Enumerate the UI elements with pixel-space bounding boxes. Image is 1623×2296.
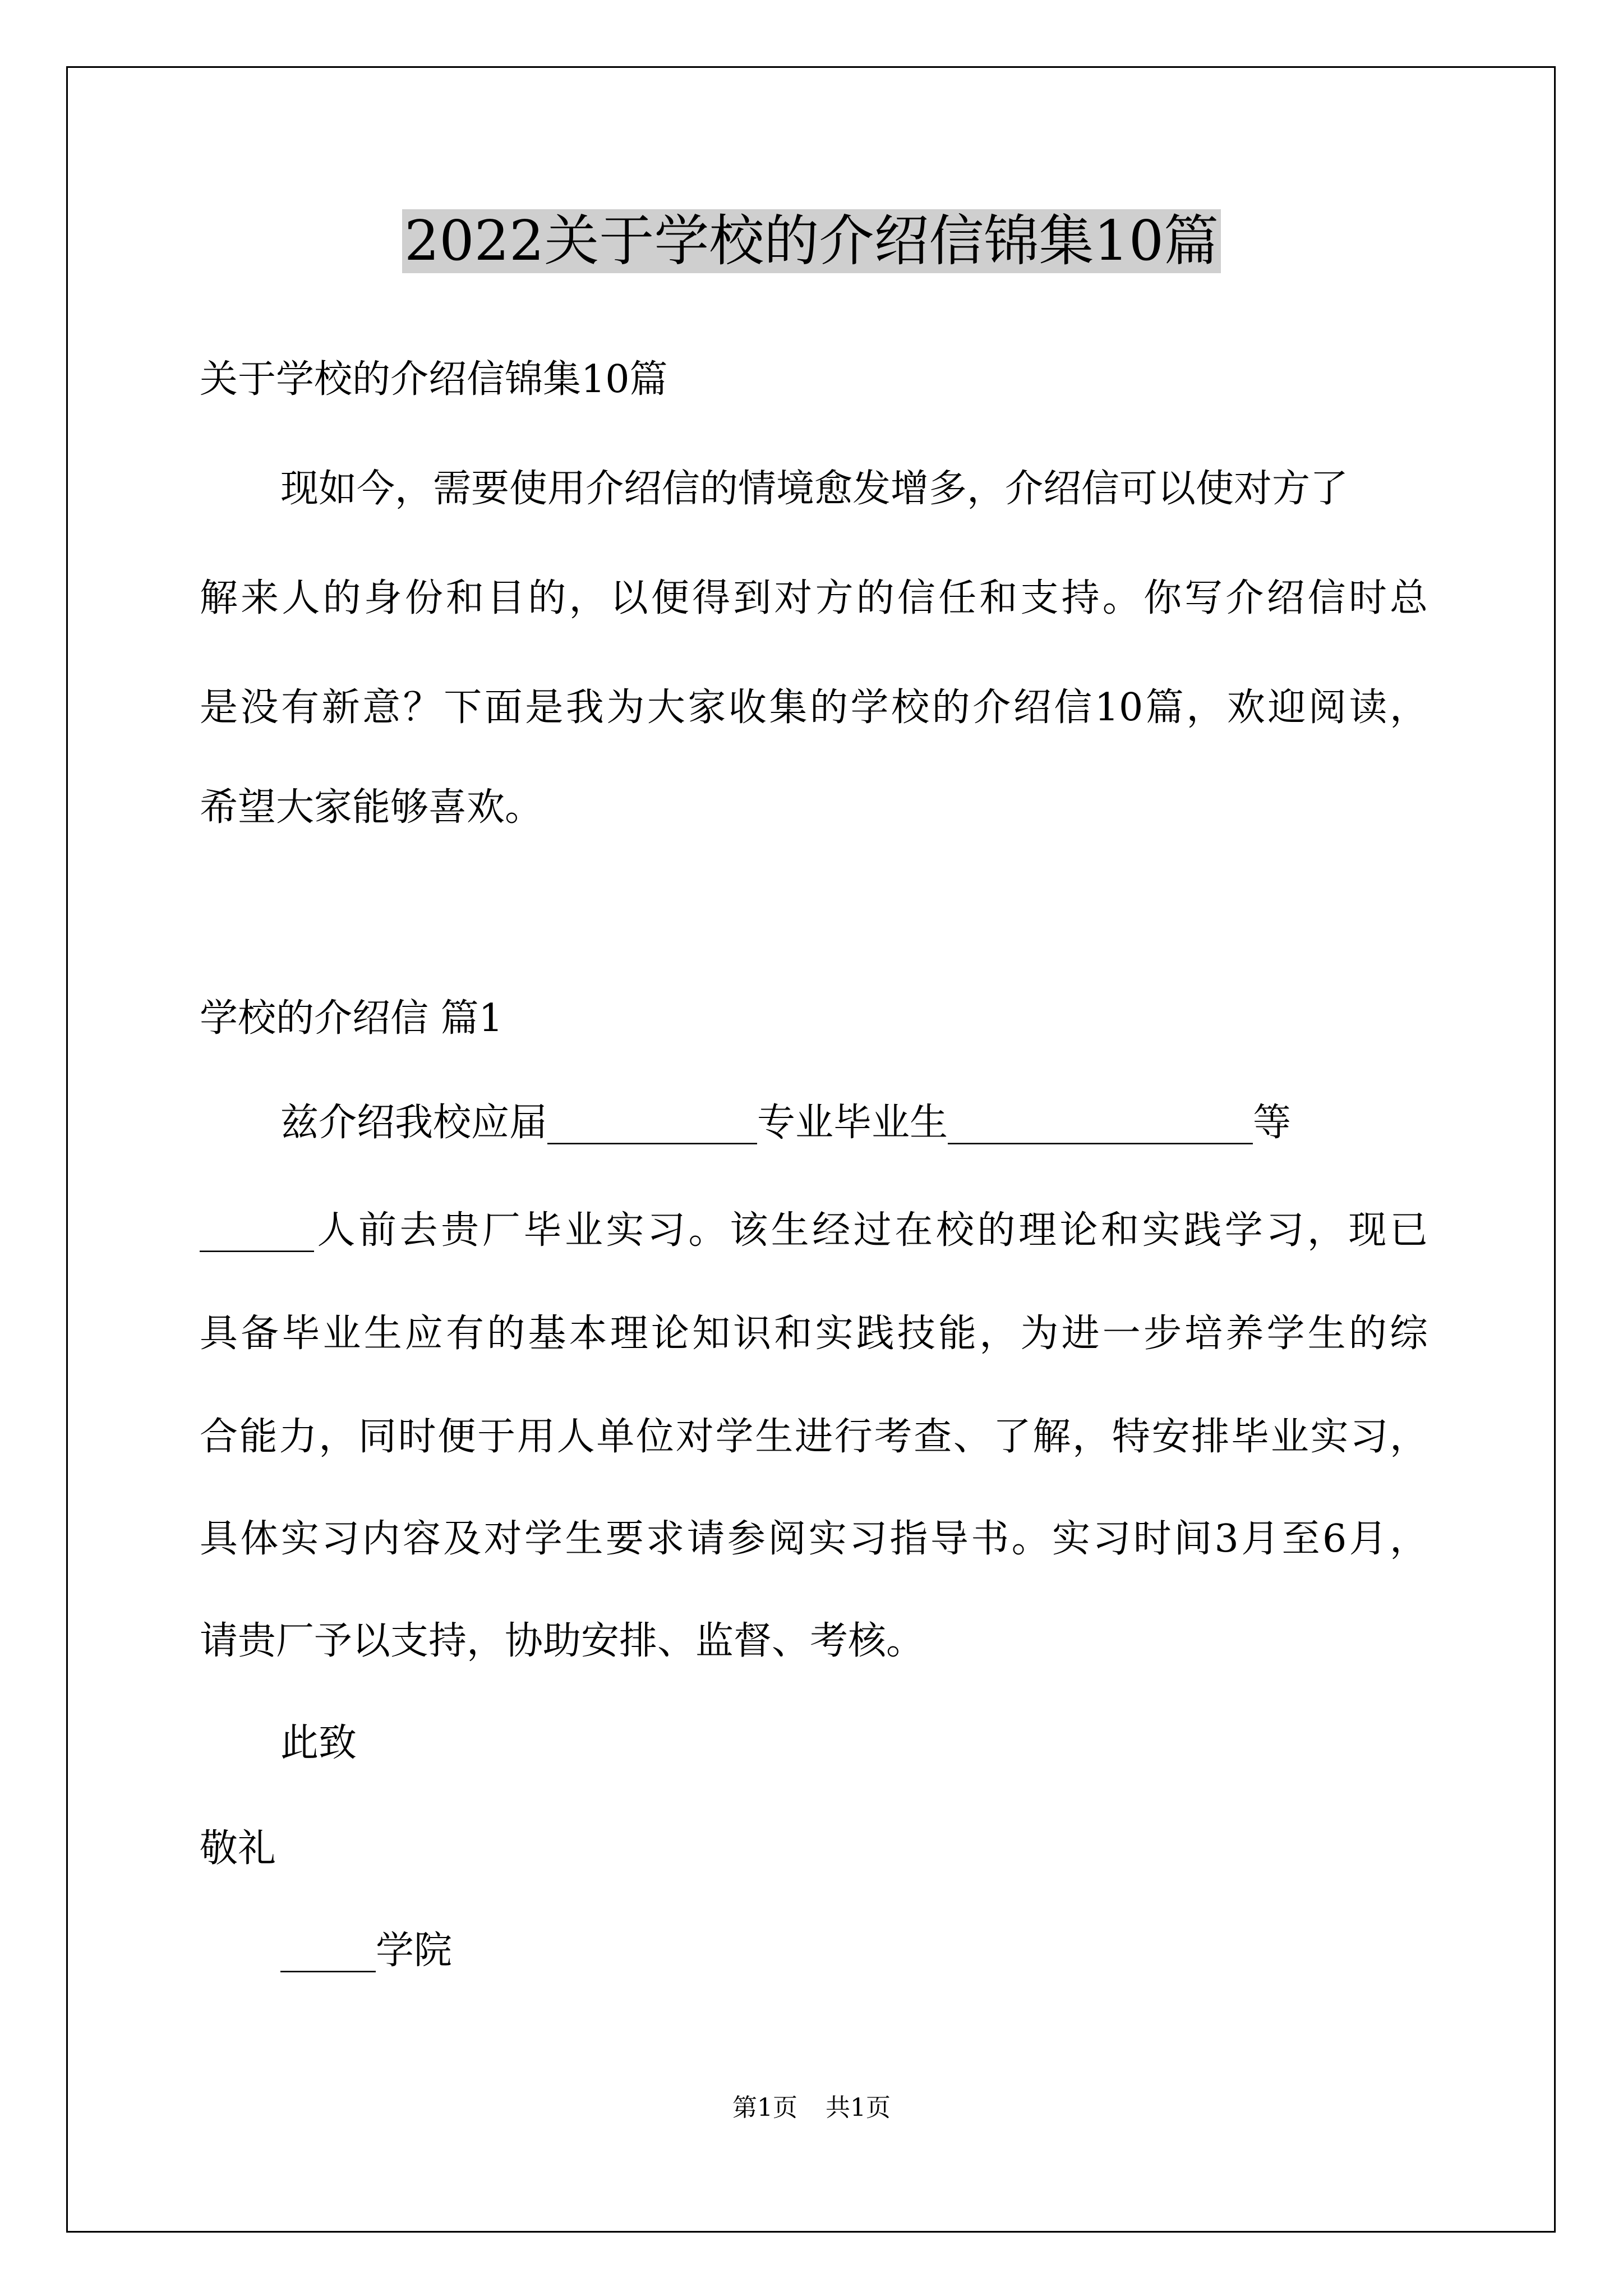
letter-line-5: 具体实习内容及对学生要求请参阅实习指导书。实习时间3月至6月， [200, 1517, 1428, 1561]
document-title [0, 202, 1623, 280]
section-heading: 学校的介绍信 篇1 [200, 996, 503, 1041]
letter-line-1: 兹介绍我校应届___________专业毕业生________________等 [280, 1101, 1292, 1145]
document-title-text: 2022关于学校的介绍信锦集10篇 [402, 209, 1221, 273]
letter-line-6: 请贵厂予以支持，协助安排、监督、考核。 [200, 1619, 925, 1663]
closing-regards: 敬礼 [200, 1826, 276, 1871]
signature-line: _____学院 [280, 1929, 453, 1973]
page-number-total: 共1页 [826, 2093, 891, 2122]
intro-line-3: 是没有新意？下面是我为大家收集的学校的介绍信10篇，欢迎阅读， [200, 685, 1428, 730]
document-subtitle: 关于学校的介绍信锦集10篇 [200, 357, 668, 402]
closing-salutation: 此致 [280, 1721, 357, 1765]
intro-line-4: 希望大家能够喜欢。 [200, 785, 543, 830]
intro-line-1: 现如今，需要使用介绍信的情境愈发增多，介绍信可以使对方了 [280, 467, 1349, 511]
letter-line-3: 具备毕业生应有的基本理论知识和实践技能，为进一步培养学生的综 [200, 1312, 1428, 1356]
page-number-current: 第1页 [732, 2093, 797, 2122]
page-footer [0, 2091, 1623, 2125]
letter-line-2: ______人前去贵厂毕业实习。该生经过在校的理论和实践学习，现已 [200, 1208, 1428, 1253]
letter-line-4: 合能力，同时便于用人单位对学生进行考查、了解，特安排毕业实习， [200, 1415, 1428, 1459]
intro-line-2: 解来人的身份和目的，以便得到对方的信任和支持。你写介绍信时总 [200, 576, 1428, 620]
